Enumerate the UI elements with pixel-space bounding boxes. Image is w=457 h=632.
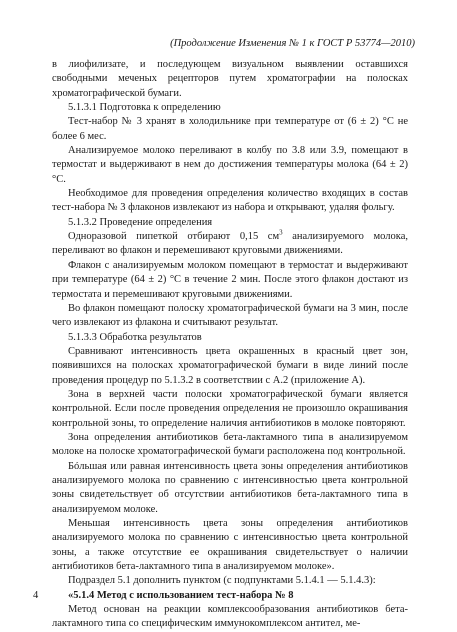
- document-body: [52, 58, 408, 632]
- paragraph: в лиофилизате, и последующем визуальном выявлении оставшихся свободными меченых рецепторов путем хроматографии на полосках хроматографической бумаги.: [52, 59, 408, 99]
- paragraph: Флакон с анализируемым молоком помещают в термостат и выдерживают при температуре (64 ± 2) °С в течение 2 мин. После этого флакон достают из термостата и перемешивают круговыми движениями.: [52, 259, 408, 300]
- paragraph: Тест-набор № 3 хранят в холодильнике при температуре от (6 ± 2) °С не более 6 мес.: [52, 116, 408, 142]
- paragraph: Метод основан на реакции комплексообразования антибиотиков бета-лактамного типа со специфическим иммунокомплексом антител, ме-: [52, 604, 408, 630]
- page-number: 4: [33, 590, 39, 601]
- paragraph: Зона определения антибиотиков бета-лактамного типа в анализируемом молоке на полоске хроматографической бумаги расположена под контрольной.: [52, 431, 408, 458]
- subsection-title: 5.1.3.2 Проведение определения: [68, 216, 213, 228]
- paragraph: Бóльшая или равная интенсивность цвета зоны определения антибиотиков анализируемого молока по сравнению с интенсивностью цвета контрольной зоны свидетельствует об отсутствии антибиотиков бета-лактамного типа в анализируемом молоке.: [52, 460, 408, 515]
- paragraph: Зона в верхней части полоски хроматографической бумаги является контрольной. Если после проведения определения не произошло окрашивания контрольной зоны, то определение наличия антибиотиков в молоке повторяют.: [52, 388, 408, 429]
- unit-superscript: 3: [279, 228, 283, 237]
- section-heading: «5.1.4 Метод с использованием тест-набора № 8: [68, 589, 294, 601]
- subsection-title: 5.1.3.3 Обработка результатов: [68, 331, 202, 343]
- text-before-unit: Одноразовой пипеткой отбирают 0,15 см: [68, 231, 280, 243]
- paragraph: Анализируемое молоко переливают в колбу по 3.8 или 3.9, помещают в термостат и выдерживают в нем до достижения температуры молока (64 ± 2) °С.: [52, 145, 408, 185]
- paragraph: Меньшая интенсивность цвета зоны определения антибиотиков анализируемого молока по сравнению с интенсивностью цвета контрольной зоны, а также отсутствие ее окрашивания свидетельствует о наличии антибиотиков бета-лактамного типа в анализируемом молоке».: [52, 518, 408, 573]
- paragraph: Необходимое для проведения определения количество входящих в состав тест-набора № 3 флаконов извлекают из набора и открывают, удаляя фольгу.: [52, 188, 408, 214]
- paragraph: Сравнивают интенсивность цвета окрашенных в красный цвет зон, появившихся на полосках хроматографической бумаги в виде линий после проведения процедур по 5.1.3.2 в соответствии с А.2 (приложение А).: [52, 345, 408, 386]
- paragraph: Во флакон помещают полоску хроматографической бумаги на 3 мин, после чего извлекают из флакона и считывают результат.: [52, 302, 408, 329]
- text-after-unit: анализируемого молока, переливают во флакон и перемешивают круговыми движениями.: [52, 231, 408, 257]
- subsection-title: 5.1.3.1 Подготовка к определению: [68, 102, 221, 114]
- paragraph: Подраздел 5.1 дополнить пунктом (с подпунктами 5.1.4.1 — 5.1.4.3):: [68, 575, 376, 587]
- paragraph-with-unit: [52, 230, 408, 259]
- page-header: (Продолжение Изменения № 1 к ГОСТ Р 53774—2010): [170, 38, 415, 49]
